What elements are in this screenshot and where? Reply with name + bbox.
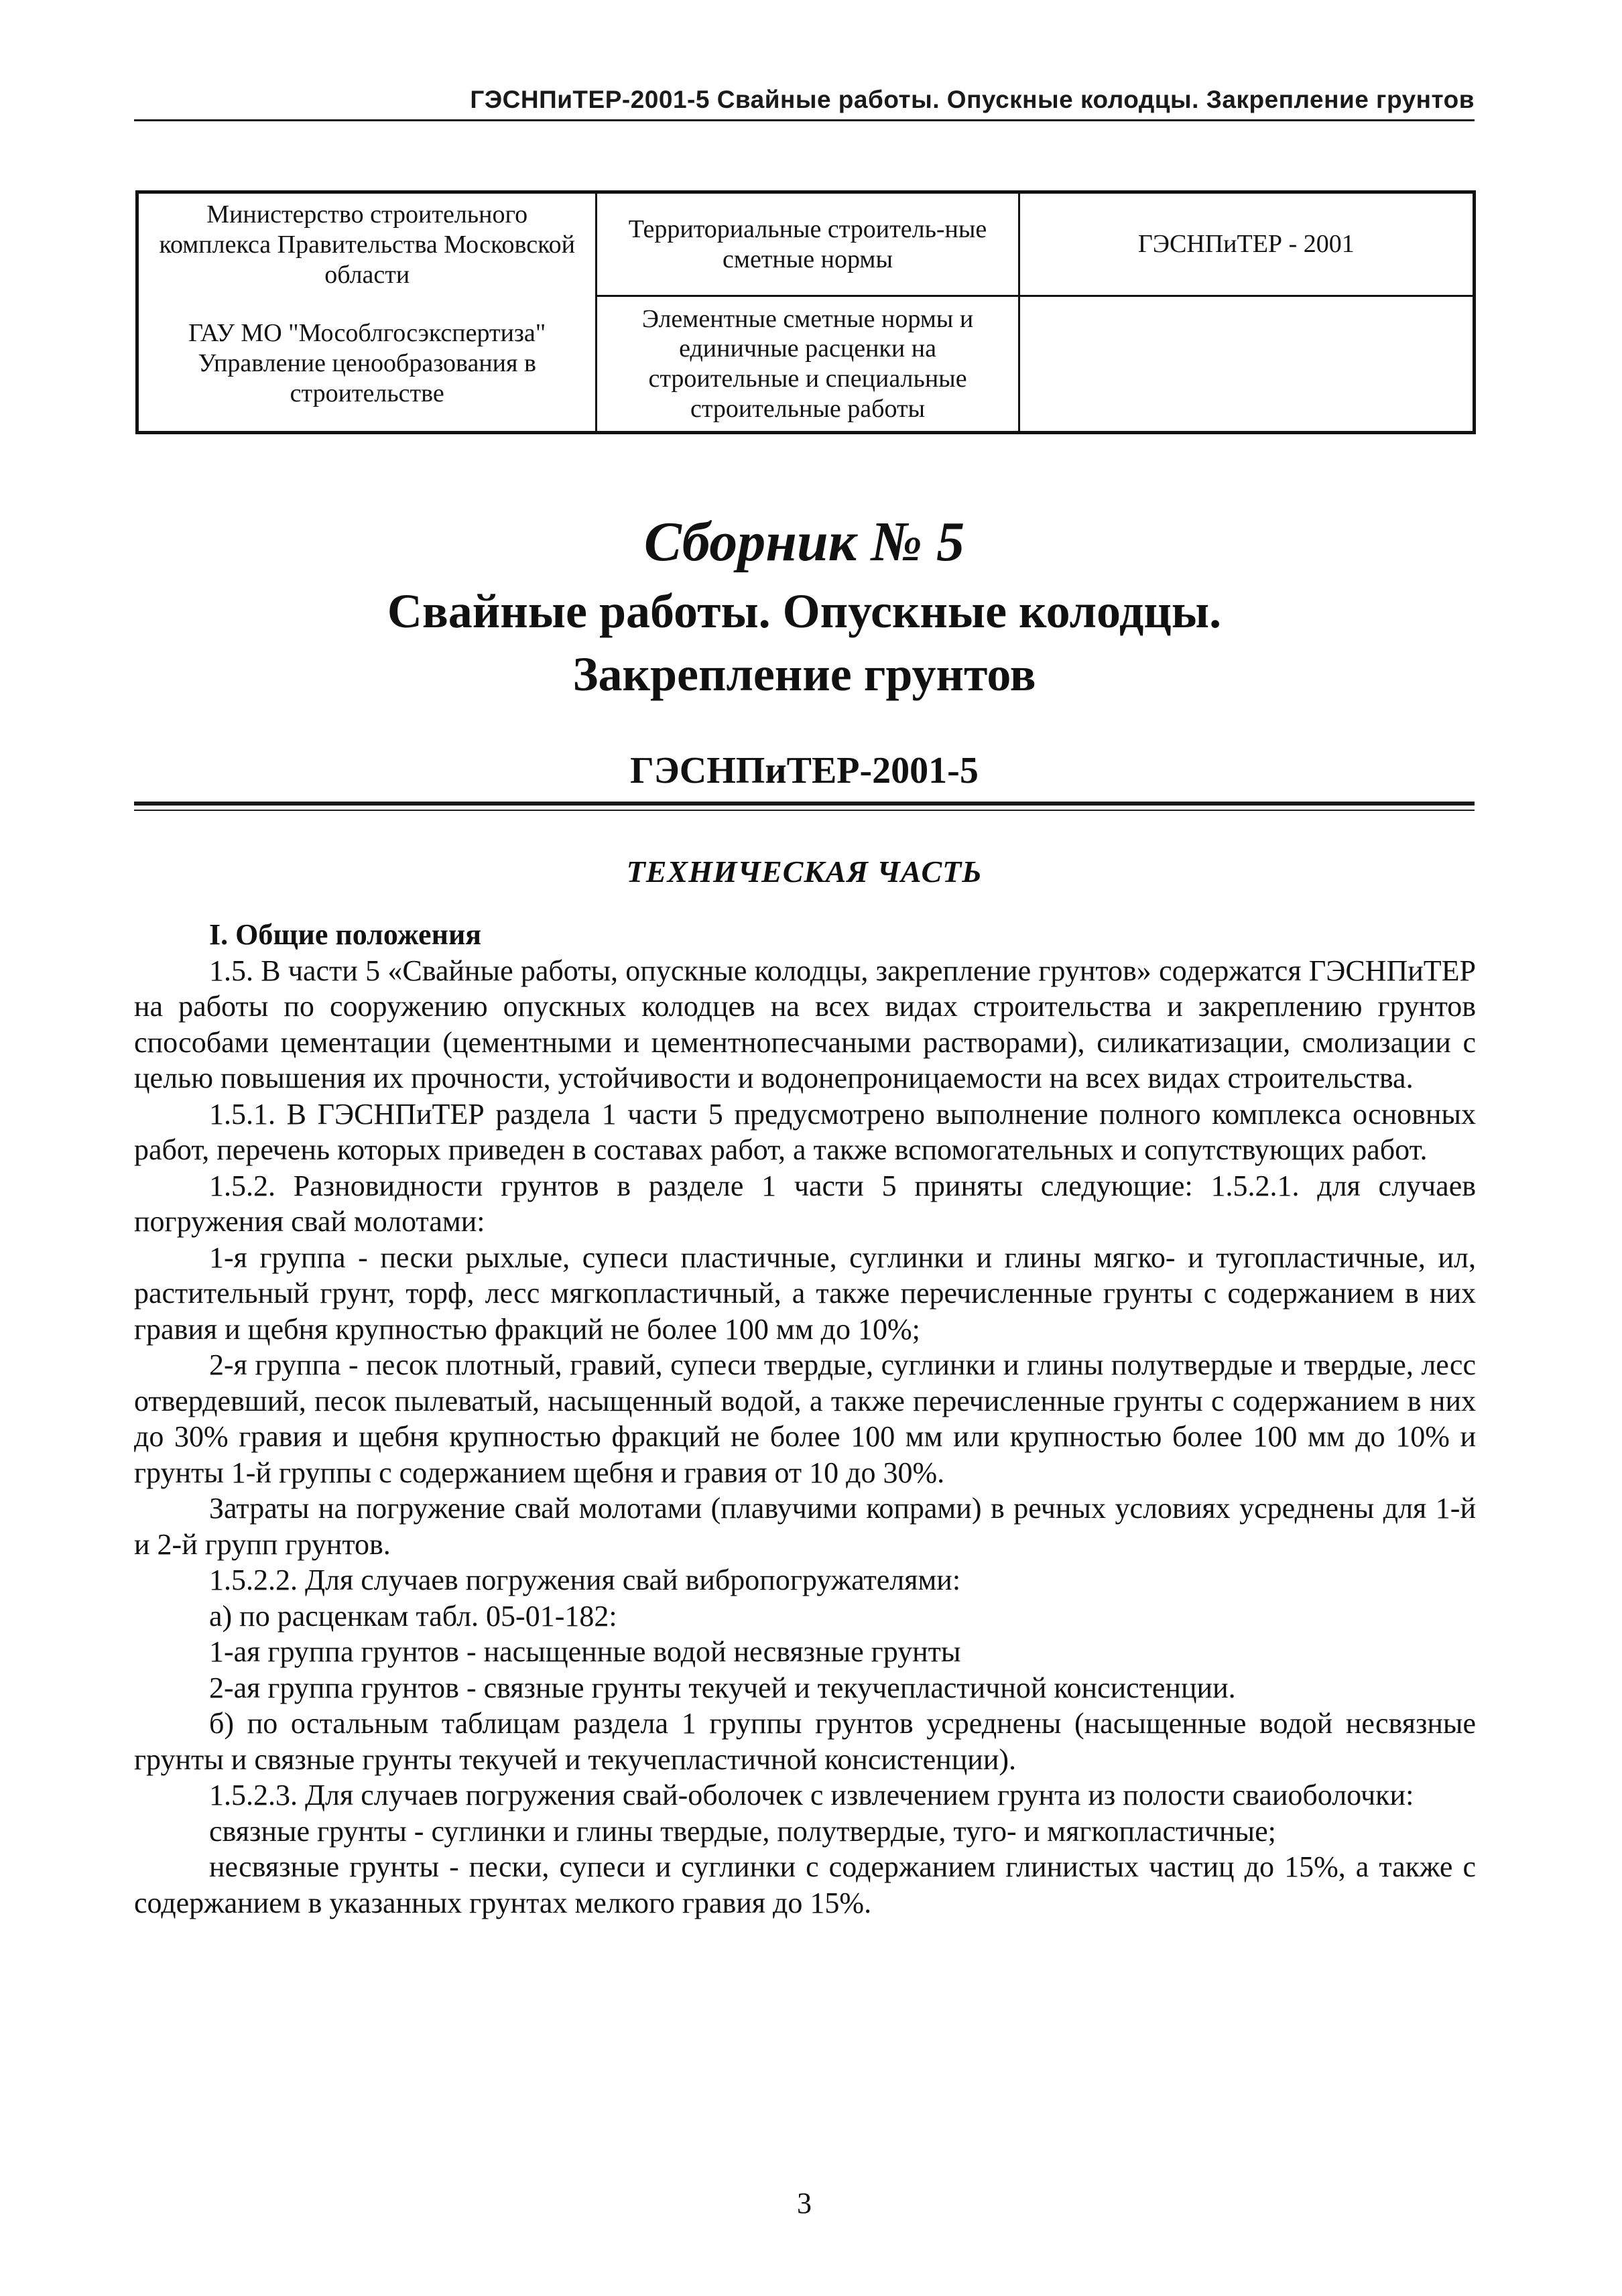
main-title [134,580,1475,706]
main-title-line-1: Свайные работы. Опускные колодцы. [387,584,1222,638]
paragraph: б) по остальным таблицам раздела 1 группы грунтов усреднены (насыщенные водой несвязные грунты и связные грунты текучей и текучепластичной консистенции). [134,1707,1476,1776]
paragraph: 1.5. В части 5 «Свайные работы, опускные колодцы, закрепление грунтов» содержатся ГЭСНПиТЕР на работы по сооружению опускных колодцев на всех видах строительства и закреплению грунтов способами цементации (цементными и цементнопесчаными растворами), силикатизации, смолизации с целью повышения их прочности, устойчивости и водонепроницаемости на всех видах строительства. [134,954,1476,1094]
empty-cell [1019,296,1474,433]
paragraph: 1.5.2. Разновидности грунтов в разделе 1 части 5 приняты следующие: 1.5.2.1. для случаев погружения свай молотами: [134,1169,1476,1238]
paragraph: Затраты на погружение свай молотами (плавучими копрами) в речных условиях усреднены для 1-й и 2-й групп грунтов. [134,1492,1476,1561]
document-code: ГЭСНПиТЕР-2001-5 [630,750,979,791]
running-head: ГЭСНПиТЕР-2001-5 Свайные работы. Опускные колодцы. Закрепление грунтов [134,86,1475,121]
paragraph: 1-ая группа грунтов - насыщенные водой несвязные грунты [209,1635,961,1668]
paragraph: 1.5.2.3. Для случаев погружения свай-оболочек с извлечением грунта из полости сваиоболочки: [209,1779,1414,1811]
norms-desc-cell: Элементные сметные нормы и единичные расценки на строительные и специальные строительные работы [597,296,1019,433]
ministry-cell: Министерство строительного комплекса Правительства Московской области [137,192,597,296]
paragraph: 1.5.2.2. Для случаев погружения свай вибропогружателями: [209,1564,961,1596]
main-title-line-2: Закрепление грунтов [572,647,1036,701]
paragraph: 2-ая группа грунтов - связные грунты текучей и текучепластичной консистенции. [209,1671,1236,1704]
technical-part-heading: ТЕХНИЧЕСКАЯ ЧАСТЬ [626,854,983,889]
paragraph: 2-я группа - песок плотный, гравий, супеси твердые, суглинки и глины полутвердые и твердые, лесс отвердевший, песок пылеватый, насыщенный водой, а также перечисленные грунты с содержанием в них до 30% гравия и щебня крупностью фракций не более 100 мм или крупностью более 100 мм до 10% и грунты 1-й группы с содержанием щебня и гравия от 10 до 30%. [134,1348,1476,1489]
divider-thick [134,802,1475,806]
header-info-table [135,190,1476,434]
paragraph: связные грунты - суглинки и глины твердые, полутвердые, туго- и мягкопластичные; [209,1814,1276,1848]
body-text [134,917,1476,1921]
paragraph: 1-я группа - пески рыхлые, супеси пластичные, суглинки и глины мягко- и тугопластичные, ил, растительный грунт, торф, лесс мягкопластичный, а также перечисленные грунты с содержанием в них гравия и щебня крупностью фракций не более 100 мм до 10%; [134,1240,1476,1346]
page-number: 3 [797,2187,812,2220]
paragraph: а) по расценкам табл. 05-01-182: [209,1599,617,1633]
divider-thin [134,810,1475,811]
norms-type-cell: Территориальные строитель-ные сметные нормы [597,192,1019,296]
paragraph: несвязные грунты - пески, супеси и суглинки с содержанием глинистых частиц до 15%, а также с содержанием в указанных грунтах мелкого гравия до 15%. [134,1850,1476,1919]
agency-cell: ГАУ МО "Мособлгосэкспертиза" Управление ценообразования в строительстве [137,296,597,433]
paragraph: 1.5.1. В ГЭСНПиТЕР раздела 1 части 5 предусмотрено выполнение полного комплекса основных работ, перечень которых приведен в составах работ, а также вспомогательных и сопутствующих работ. [134,1097,1476,1166]
norms-code-cell: ГЭСНПиТЕР - 2001 [1019,192,1474,296]
collection-number: Сборник № 5 [643,511,965,573]
section-heading: I. Общие положения [209,918,482,951]
